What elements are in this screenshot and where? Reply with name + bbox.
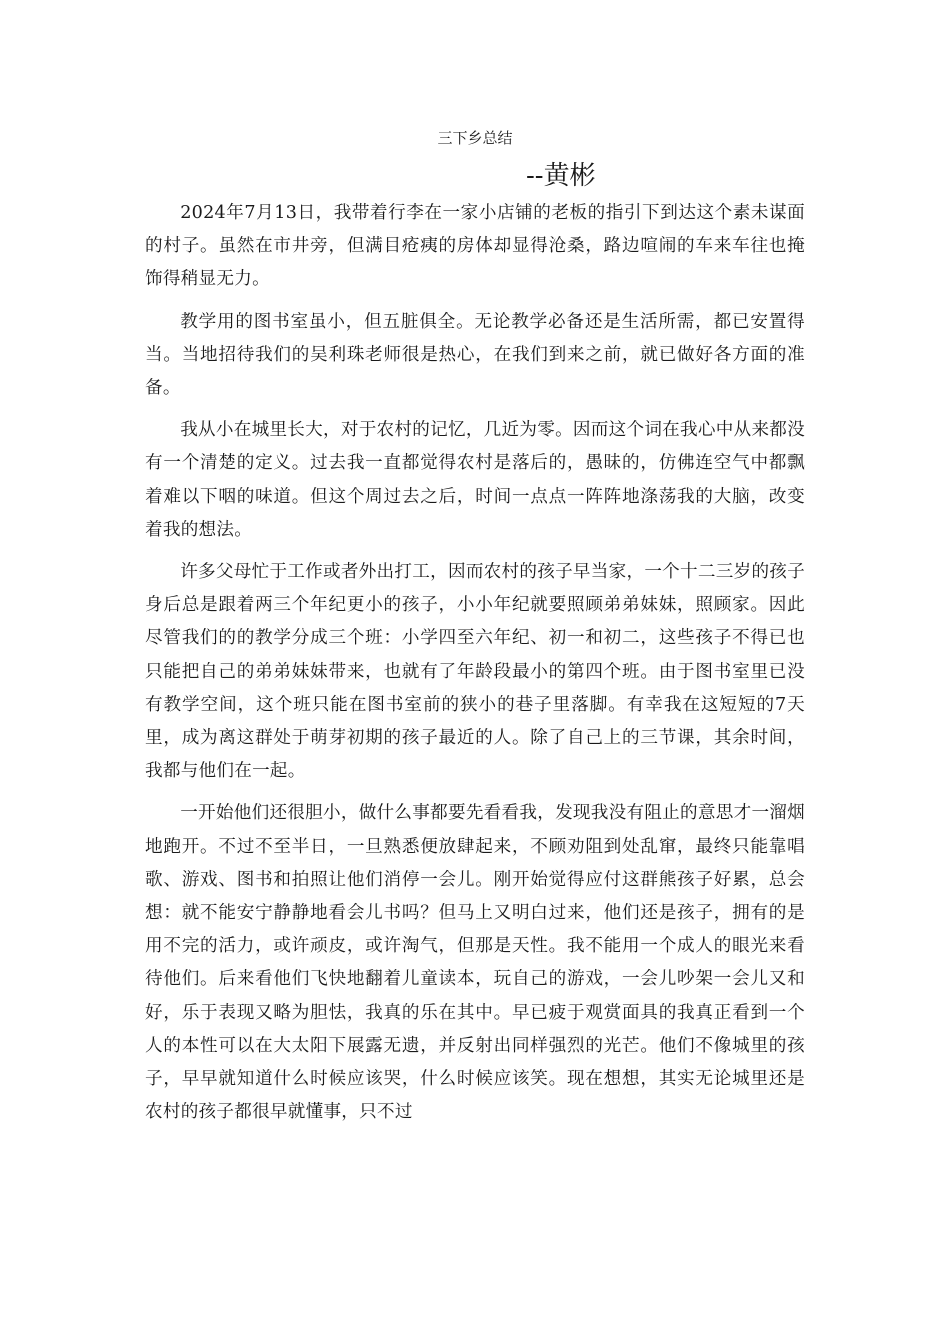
paragraph: 教学用的图书室虽小，但五脏俱全。无论教学必备还是生活所需，都已安置得当。当地招待我们的吴利珠老师很是热心，在我们到来之前，就已做好各方面的准备。 — [145, 311, 805, 399]
document-title: 三下乡总结 — [437, 129, 513, 147]
document-author: --黄彬 — [526, 161, 596, 191]
paragraph: 我从小在城里长大，对于农村的记忆，几近为零。因而这个词在我心中从来都没有一个清楚的定义。过去我一直都觉得农村是落后的，愚昧的，仿佛连空气中都飘着难以下咽的味道。但这个周过去之后，时间一点点一阵阵地涤荡我的大脑，改变着我的想法。 — [145, 420, 805, 540]
paragraph: 2024年7月13日，我带着行李在一家小店铺的老板的指引下到达这个素未谋面的村子。虽然在市井旁，但满目疮痍的房体却显得沧桑，路边喧闹的车来车往也掩饰得稍显无力。 — [145, 203, 805, 290]
paragraph: 一开始他们还很胆小，做什么事都要先看看我，发现我没有阻止的意思才一溜烟地跑开。不过不至半日，一旦熟悉便放肆起来，不顾劝阻到处乱窜，最终只能靠唱歌、游戏、图书和拍照让他们消停一会儿。刚开始觉得应付这群熊孩子好累，总会想：就不能安宁静静地看会儿书吗？但马上又明白过来，他们还是孩子，拥有的是用不完的活力，或许顽皮，或许淘气，但那是天性。我不能用一个成人的眼光来看待他们。后来看他们飞快地翻着儿童读本，玩自己的游戏，一会儿吵架一会儿又和好，乐于表现又略为胆怯，我真的乐在其中。早已疲于观赏面具的我真正看到一个人的本性可以在大太阳下展露无遗，并反射出同样强烈的光芒。他们不像城里的孩子，早早就知道什么时候应该哭，什么时候应该笑。现在想想，其实无论城里还是农村的孩子都很早就懂事，只不过 — [145, 803, 805, 1123]
paragraph: 许多父母忙于工作或者外出打工，因而农村的孩子早当家，一个十二三岁的孩子身后总是跟着两三个年纪更小的孩子，小小年纪就要照顾弟弟妹妹，照顾家。因此尽管我们的的教学分成三个班：小学四至六年纪、初一和初二，这些孩子不得已也只能把自己的弟弟妹妹带来，也就有了年龄段最小的第四个班。由于图书室里已没有教学空间，这个班只能在图书室前的狭小的巷子里落脚。有幸我在这短短的7天里，成为离这群处于萌芽初期的孩子最近的人。除了自己上的三节课，其余时间，我都与他们在一起。 — [145, 562, 805, 782]
document-body — [145, 197, 805, 1138]
